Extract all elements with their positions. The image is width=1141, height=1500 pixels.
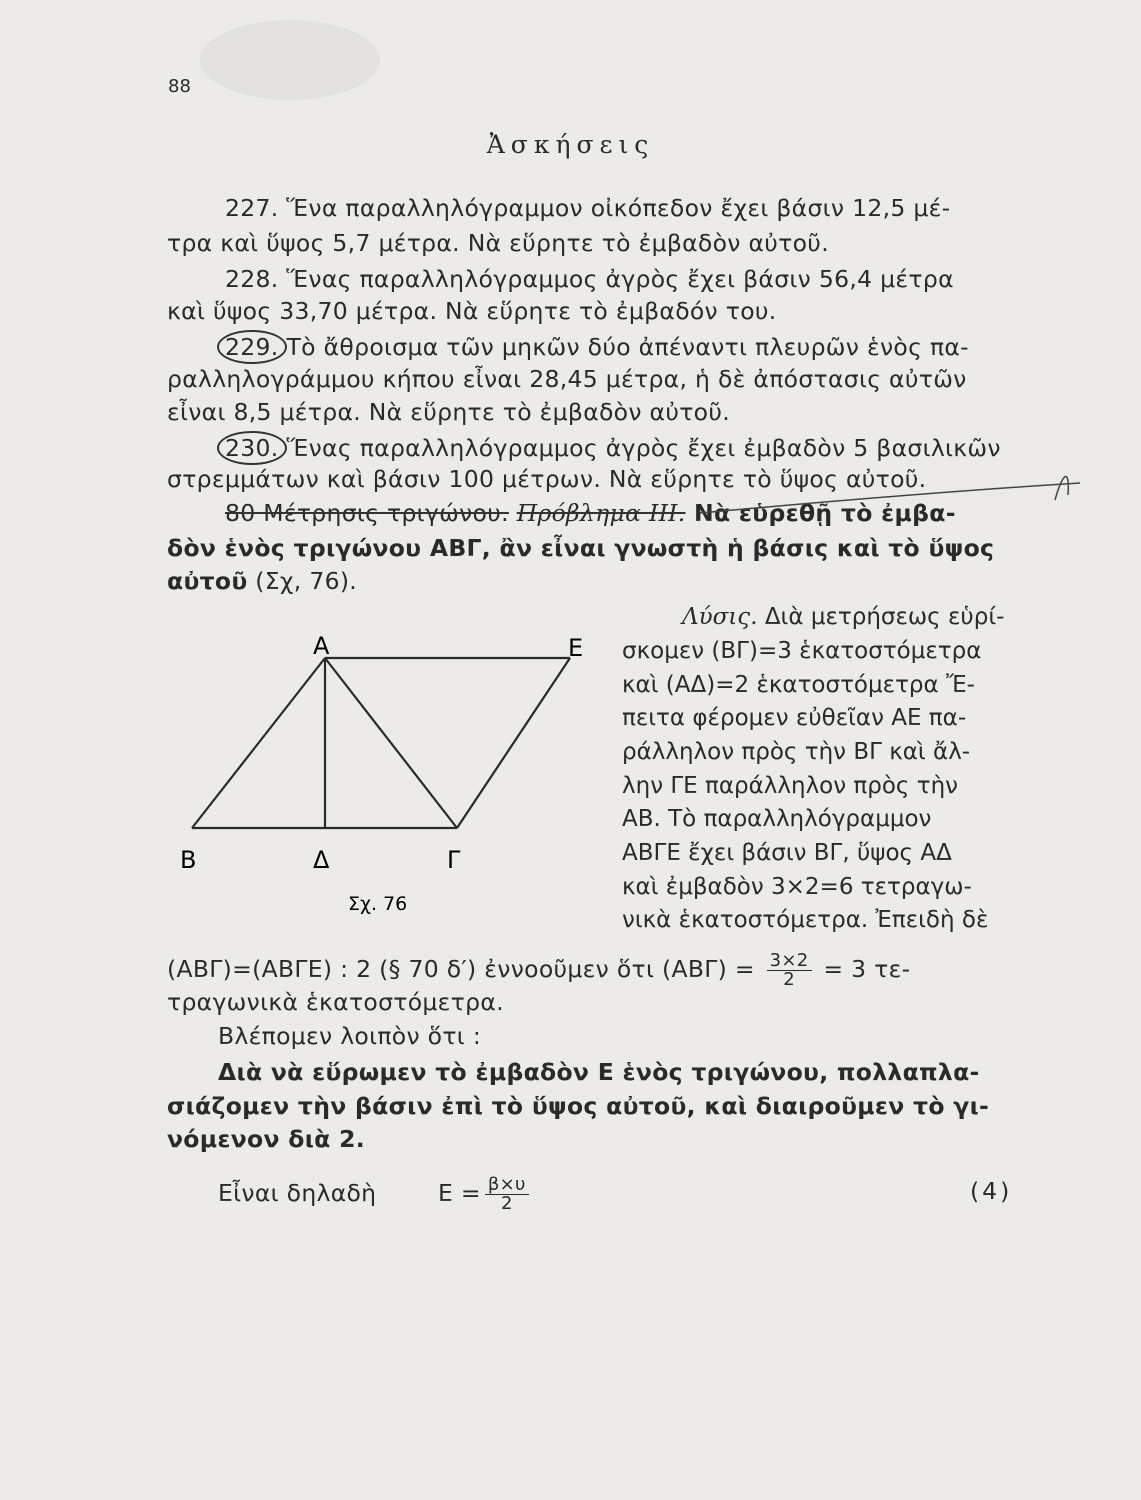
fraction-numerator: 3×2: [767, 952, 812, 971]
solution-line-2: σκομεν (ΒΓ)=3 ἑκατοστόμετρα: [622, 638, 982, 664]
area-equation-result: = 3 τε-: [823, 955, 911, 983]
rule-line-2: σιάζομεν τὴν βάσιν ἐπὶ τὸ ὕψος αὐτοῦ, καὶ διαιροῦμεν τὸ γι-: [167, 1092, 990, 1120]
problem-label: Πρόβλημα ΙΙΙ.: [516, 499, 686, 527]
segment-ge: [457, 658, 570, 828]
solution-line-6: λην ΓΕ παράλληλον πρὸς τὴν: [622, 773, 959, 799]
pencil-mark: [690, 455, 1090, 525]
solution-text-1: Διὰ μετρήσεως εὑρί-: [757, 604, 1005, 630]
exercise-229-line-3: εἶναι 8,5 μέτρα. Νὰ εὕρητε τὸ ἐμβαδὸν αὐτοῦ.: [167, 398, 731, 426]
exercise-228-line-1: 228. Ἕνας παραλληλόγραμμος ἀγρὸς ἔχει βάσιν 56,4 μέτρα: [225, 265, 954, 293]
conclusion-intro: Βλέπομεν λοιπὸν ὅτι :: [218, 1022, 482, 1050]
vertex-label-d: Δ: [313, 846, 330, 874]
exercise-229-line-2: ραλληλογράμμου κήπου εἶναι 28,45 μέτρα, ἡ δὲ ἀπόστασις αὐτῶν: [167, 365, 967, 393]
solution-line-5: ράλληλον πρὸς τὴν ΒΓ καὶ ἄλ-: [622, 739, 971, 765]
solution-line-7: ΑΒ. Τὸ παραλληλόγραμμον: [622, 806, 932, 832]
formula-lhs: Ε =: [437, 1179, 481, 1207]
figure-reference: (Σχ, 76).: [247, 567, 358, 595]
problem-statement-start: Νὰ εὑρεθῇ τὸ ἐμβα-: [685, 499, 956, 527]
page-number: 88: [168, 76, 191, 97]
section-heading: Ἀσκήσεις: [486, 130, 655, 159]
formula-line: [218, 1176, 533, 1213]
rule-line-1: Διὰ νὰ εὕρωμεν τὸ ἐμβαδὸν Ε ἑνὸς τριγώνου, πολλαπλα-: [218, 1058, 980, 1086]
exercise-230-text: Ἕνας παραλληλόγραμμος ἀγρὸς ἔχει ἐμβαδὸν 5 βασιλικῶν: [286, 434, 1001, 462]
solution-label: Λύσις.: [682, 604, 758, 630]
problem-statement-end: αὐτοῦ: [167, 567, 248, 595]
stain-top: [200, 20, 380, 100]
exercise-228-line-2: καὶ ὕψος 33,70 μέτρα. Νὰ εὕρητε τὸ ἐμβαδόν του.: [167, 297, 777, 325]
exercise-229-line-1: [225, 330, 969, 364]
segment-ag: [325, 658, 457, 828]
rule-line-3: νόμενον διὰ 2.: [167, 1125, 365, 1153]
fraction-denominator: 2: [783, 969, 795, 990]
solution-line-10: νικὰ ἑκατοστόμετρα. Ἐπειδὴ δὲ: [622, 907, 989, 933]
section-80-title: 80 Μέτρησις τριγώνου.: [225, 499, 509, 527]
vertex-label-e: Ε: [568, 634, 584, 662]
formula-intro: Εἶναι δηλαδὴ: [218, 1179, 377, 1207]
circled-number-230: 230.: [217, 431, 287, 465]
fraction-3x2-over-2: [767, 952, 812, 989]
exercise-229-text: Τὸ ἄθροισμα τῶν μηκῶν δύο ἀπέναντι πλευρῶν ἑνὸς πα-: [286, 333, 969, 361]
figure-76: [170, 630, 600, 924]
segment-ab: [192, 658, 325, 828]
solution-line-4: πειτα φέρομεν εὐθεῖαν ΑΕ πα-: [622, 705, 967, 731]
parallelogram-diagram: [170, 630, 600, 920]
area-equation-line-2: τραγωνικὰ ἑκατοστόμετρα.: [167, 988, 504, 1016]
area-equation-line: [167, 952, 910, 989]
solution-line-9: καὶ ἐμβαδὸν 3×2=6 τετραγω-: [622, 874, 972, 900]
vertex-label-b: Β: [180, 846, 197, 874]
exercise-227-line-2: τρα καὶ ὕψος 5,7 μέτρα. Νὰ εὕρητε τὸ ἐμβαδὸν αὐτοῦ.: [167, 229, 829, 257]
vertex-label-a: Α: [313, 632, 330, 660]
problem-statement-line-2: δὸν ἑνὸς τριγώνου ΑΒΓ, ἂν εἶναι γνωστὴ ἡ βάσις καὶ τὸ ὕψος: [167, 534, 995, 562]
exercise-230-line-2: στρεμμάτων καὶ βάσιν 100 μέτρων. Νὰ εὕρητε τὸ ὕψος αὐτοῦ.: [167, 465, 927, 493]
circled-number-229: 229.: [217, 330, 287, 364]
formula-number: (4): [970, 1177, 1013, 1205]
formula-fraction: [485, 1176, 529, 1213]
vertex-label-g: Γ: [447, 846, 461, 874]
exercise-227-line-1: 227. Ἕνα παραλληλόγραμμον οἰκόπεδον ἔχει βάσιν 12,5 μέ-: [225, 194, 951, 222]
solution-line-8: ΑΒΓΕ ἔχει βάσιν ΒΓ, ὕψος ΑΔ: [622, 840, 952, 866]
formula-denominator: 2: [500, 1193, 513, 1214]
area-equation-text: (ΑΒΓ)=(ΑΒΓΕ) : 2 (§ 70 δ′) ἐννοοῦμεν ὅτι (ΑΒΓ) =: [167, 955, 755, 983]
formula-numerator: β×υ: [485, 1176, 529, 1195]
figure-caption: Σχ. 76: [348, 893, 408, 915]
solution-line-3: καὶ (ΑΔ)=2 ἑκατοστόμετρα Ἔ-: [622, 672, 975, 698]
solution-line-1: [682, 602, 1004, 632]
problem-statement-line-3: [167, 566, 357, 596]
